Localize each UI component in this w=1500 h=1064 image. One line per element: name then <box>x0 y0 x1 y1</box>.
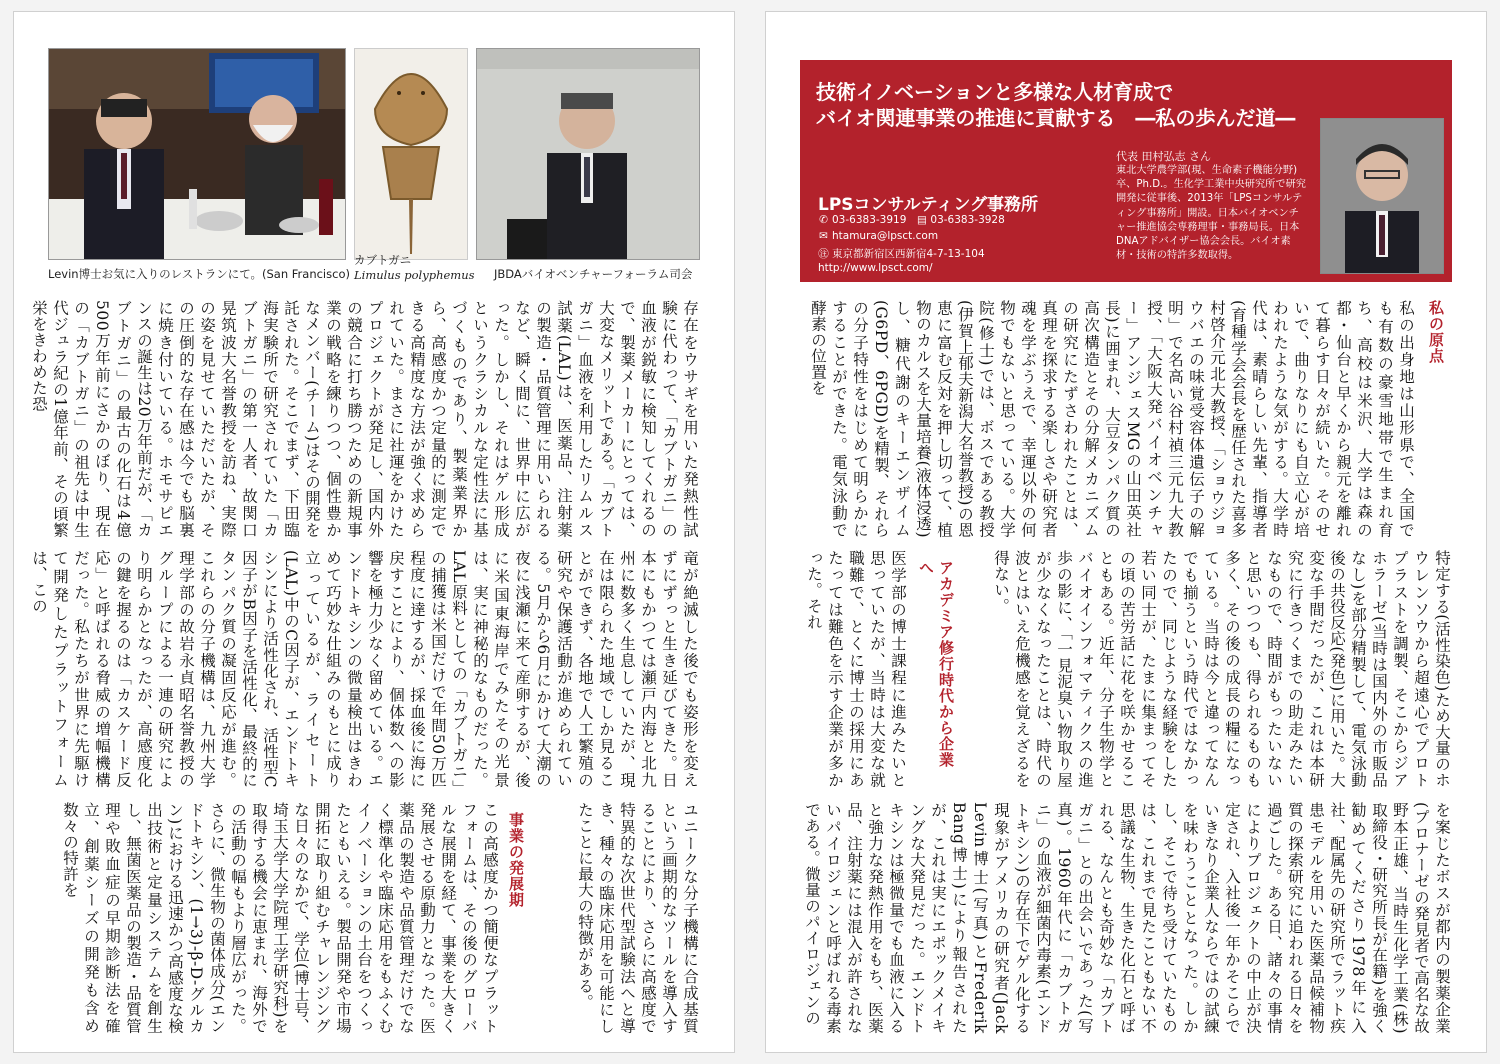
left-column-3a: ユニークな分子機構に合成基質という画期的なツールを導入することにより、さらに高感度で特異的な次世代型試験法へと導き、種々の臨床応用を可能にしたことに最大の特徴がある。 <box>576 802 699 1034</box>
restaurant-image <box>49 49 345 259</box>
restaurant-caption: Levin博士お気に入りのレストランにて。(San Francisco) <box>48 267 350 281</box>
heading-academia: アカデミア修行時代から企業へ <box>917 560 955 768</box>
crab-latin-caption: Limulus polyphemus <box>354 268 475 282</box>
right-column-1: 私の出身地は山形県で、全国でも有数の豪雪地帯で生まれ育ち、高校は米沢、大学は森の都・仙台と早くから親元を離れて暮らす日々が続いた。そのせいで、曲りなりにも自立心が培われたような気がする。大学時代は、素晴らしい先輩、指導者(育種学会会長を歴任された喜多村啓介元北大教授、「ショウジョウバエの味覚受容体遺伝子の解明」で名高い谷村禎三元九大教授、「大阪大発バイオベンチャー」アンジェスMGの山田英社長)に囲まれ、大豆タンパク質の高次構造とその分解メカニズムの研究にたずさわれたことは、真理を探求する楽しさや研究者魂を学ぶうえで、幸運以外の何物でもないと思っている。大学院(修士)では、ボスである教授(伊賀上郁夫新潟大名誉教授)の恩恵に富む反対を押し切って、植物のカルスを大量培養(液体浸透)し、糖代謝のキーエンザイム(G6PD、6PGD)を精製、それらの分子特性をはじめて明らかにすることができた。電気泳動で酵素の位置を <box>809 300 1415 538</box>
firm-email[interactable]: htamura@lpsct.com <box>832 230 939 242</box>
left-column-1: 存在をウサギを用いた発熱性試験に代わって、「カブトガニ」の血液が鋭敏に検知してくれるので、製薬メーカーにとっては、大変なメリットである。「カブトガニ」血液を利用したリムルス試薬(LAL)は、医薬品、注射薬の製造・品質管理に用いられるなど、瞬く間に、世界中に広がった。しかし、それはゲル形成というクラシカルな定性法に基づくものであり、製薬業界から、高感度かつ定量的に測定できる高精度な方法が強く求められていた。まさに社運をかけたプロジェクトが発足し、国内外の競合に打ち勝つための新規事業の戦略を練りつつ、個性豊かなメンバー(チーム)はその開発を託された。そこでまず、下田臨海実験所で研究されていた「カブトガニ」の第一人者、故関口晃筑波大名誉教授を訪ね、実際の姿を見せていただいたが、その圧倒的な存在感は今でも脳裏に焼き付いている。ホモサピエンスの誕生は20万年前だが、「カブトガニ」の最古の化石は4億500万年前にさかのぼり、現在の「カブトガニ」の祖先は中生代ジュラ紀の1億年前、その頃繁栄をきわめた恐 <box>30 300 699 538</box>
right-column-2: 特定する(活性染色)ため大量のホウレンソウから超遠心でプロトプラストを調製、そこからジアホラーゼ(当時は国内外の市販品なし)を部分精製して、電気泳動後の共役反応(発色)に用いた。大変な手間だったが、これは本研究に行きつくまでの助走みたいなもので、時間がもったいないと思いつつも、得られるものも多く、その後の成長の糧になっている。当時は今と違ってなんでも揃うという時代ではなかったので、同じような経験をした若い同士が、たまに集まってその頃の苦労話に花を咲かせることもある。近年、分子生物学とバイオインフォマティクスの進歩の影に、「一見泥臭い物取り屋が少なくなったことは、時代の波とはいえ危機感を覚えざるを得ない。 <box>992 550 1451 788</box>
left-column-3b: この高感度かつ簡便なプラットフォームは、その後のグローバルな展開を経て、事業を大きく発展させる原動力となった。医薬品の製造や品質管理だけでなく標準化や臨床応用をもふくむイノベーションの土台をつくったともいえる。製品開発や市場開拓に取り組むチャレンジングな日々のなかで、学位(博士号、埼玉大学大学院理工学研究科)を取得する機会に恵まれ、海外での活動の幅もより層広がった。さらに、微生物の菌体成分(エンドトキシン、(1→3)-β-D-グルカン)における迅速かつ高感度な検出技術と定量システムを創生し、無菌医薬品の製造・品質管理や敗血症の早期診断法を確立、創薬シーズの開発も含め数々の特許を <box>61 802 499 1034</box>
left-column-2: 竜が絶滅した後でも姿形を変えずにずっと生き延びてきた。日本にもかつては瀬戸内海と北九州に数多く生息していたが、現在は限られた地域でしか見ることができず、各地で人工繁殖の研究や保護活動が進められている。5月から6月にかけて大潮の夜に浅瀬に来て産卵するが、後に米国東海岸でみたその光景は、実に神秘的なものだった。LAL原料としての「カブトガニ」の捕獲は米国だけで年間50万匹程度に達するが、採血後に海に戻すことにより、個体数への影響を極力少なく留めている。エンドトキシンの微量検出はきわめて巧妙な仕組みのもとに成り立っているが、ライセート(LAL)中のC因子が、エンドトキシンにより活性化され、活性型C因子がB因子を活性化、最終的にタンパク質の凝固反応が進む。これらの分子機構は、九州大学理学部の故岩永貞昭名誉教授のグループによる一連の研究により明らかとなったが、高感度化の鍵を握るのは「カスケード反応」と呼ばれる脅威の増幅機構だった。私たちが世界に先駆けて開発したプラットフォームは、この <box>30 550 699 788</box>
firm-url[interactable]: http://www.lpsct.com/ <box>818 262 933 274</box>
mail-icon: ✉ <box>819 230 828 242</box>
firm-email-row <box>818 230 938 242</box>
crab-caption: カブトガニ <box>354 253 412 267</box>
right-page <box>766 12 1486 1052</box>
heading-business: 事業の発展期 <box>507 812 525 908</box>
photo-restaurant <box>48 48 346 260</box>
firm-address-row <box>818 246 985 261</box>
rep-bio: 東北大学農学部(現、生命素子機能分野)卒、Ph.D.。生化学工業中央研究所で研究開発に従事後、2013年「LPSコンサルティング事務所」開設。日本バイオベンチャー推進協会専務理事・事務局長。日本DNAアドバイザー協会会長。バイオ素材・技術の特許多数取得。 <box>1116 165 1306 262</box>
firm-address: 東京都新宿区西新宿4-7-13-104 <box>832 248 985 260</box>
heading-origin: 私の原点 <box>1427 300 1445 364</box>
title-box <box>800 60 1452 282</box>
firm-fax: 03-6383-3928 <box>930 214 1005 226</box>
left-page <box>14 12 734 1052</box>
firm-tel: 03-6383-3919 <box>832 214 907 226</box>
title-line-2: バイオ関連事業の推進に貢献する ―私の歩んだ道― <box>816 106 1296 130</box>
title-line-1: 技術イノベーションと多様な人材育成で <box>816 80 1174 104</box>
right-column-2b: 医学部の博士課程に進みたいと思っていたが、当時は大変な就職難で、とくに博士の採用にあたっては難色を示す企業が多かった。それ <box>805 550 907 788</box>
forum-caption: JBDAバイオベンチャーフォーラム司会 <box>494 267 693 281</box>
firm-name: LPSコンサルティング事務所 <box>818 195 1038 215</box>
photo-horseshoe-crab <box>354 48 468 260</box>
forum-image <box>477 49 699 259</box>
portrait-image <box>1321 119 1443 273</box>
firm-phone-fax <box>818 214 1005 226</box>
photo-forum <box>476 48 700 260</box>
rep-name: 代表 田村弘志 さん <box>1116 150 1211 163</box>
address-icon: ㊟ <box>818 248 829 260</box>
fax-icon: ▤ <box>916 214 927 226</box>
right-column-3: を案じたボスが都内の製薬企業(プロナーゼの発見者で高名な故野本正雄、当時生化学工業(株)取締役・研究所長が在籍)を強く勧めてくださり1978年に入社、配属先の研究所でラット疾患モデルを用いた医薬品候補物質の探索研究に追われる日々を過ごした。ある日、諸々の事情によりプロジェクトの中止が決定され、入社後一年かそこらでいきなり企業人ならではの試練を味わうこととなった。しかし、そこで待ち受けていたものは、これまで見たこともない不思議な生物、生きた化石と呼ばれる、なんとも奇妙な「カブトガニ」との出会いであった(写真)。1960年代に「カブトガニ」の血液が細菌内毒素(エンドトキシン)の存在下でゲル化する現象がアメリカの研究者(Jack Levin博士(写真)とFrederik Bang博士)により報告されたが、これは実にエポックメイキングな大発見だった。エンドトキシンは極微量でも血液に入ると強力な発熱作用をもち、医薬品、注射薬には混入が許されないパイロジェンと呼ばれる毒素である。微量のパイロジェンの <box>803 802 1451 1034</box>
phone-icon: ✆ <box>819 214 828 226</box>
horseshoe-crab-image <box>355 49 467 259</box>
portrait-photo <box>1320 118 1444 274</box>
